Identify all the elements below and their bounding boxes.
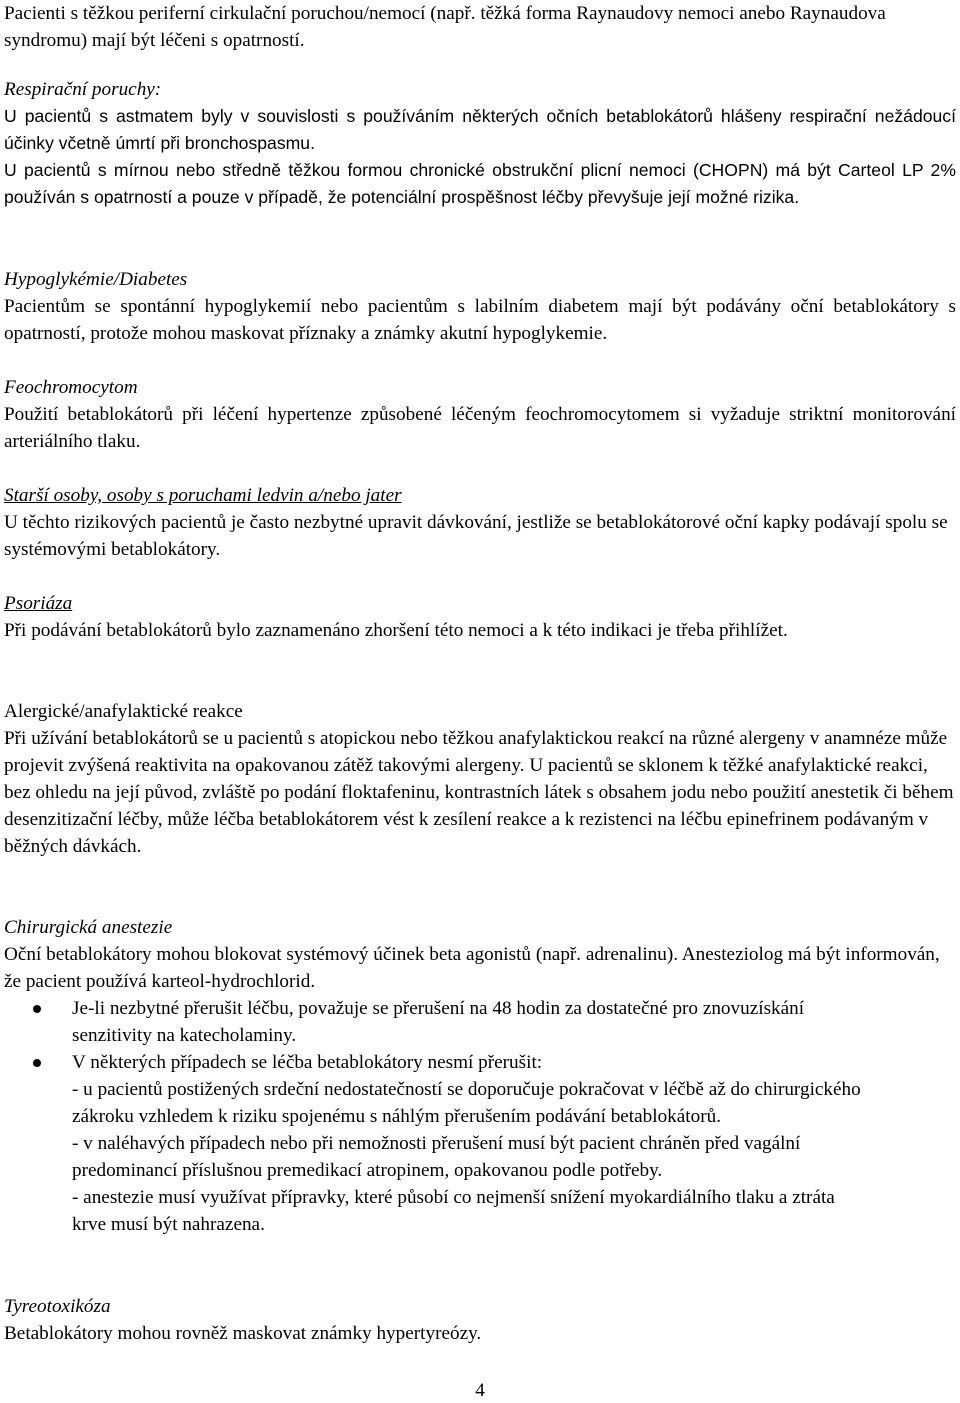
pheochromocytoma-heading: Feochromocytom: [4, 377, 138, 398]
allergic-heading: Alergické/anafylaktické reakce: [4, 701, 243, 722]
respiratory-section: [4, 76, 956, 211]
respiratory-heading: Respirační poruchy:: [4, 79, 162, 100]
elderly-section: [4, 482, 956, 563]
psoriasis-heading: Psoriáza: [4, 593, 73, 614]
anesthesia-section: [4, 914, 956, 1238]
hypoglycemia-heading: Hypoglykémie/Diabetes: [4, 269, 188, 290]
elderly-paragraph: U těchto rizikových pacientů je často nezbytné upravit dávkování, jestliže se betablokátorové oční kapky podávají spolu se systémovými betablokátory.: [4, 512, 948, 560]
pheochromocytoma-paragraph: Použití betablokátorů při léčení hypertenze způsobené léčeným feochromocytomem si vyžaduje striktní monitorování arteriálního tlaku.: [4, 404, 956, 452]
bullet-icon: [33, 1005, 41, 1013]
pheochromocytoma-section: [4, 374, 956, 455]
allergic-section: [4, 698, 956, 860]
thyrotoxicosis-heading: Tyreotoxikóza: [4, 1296, 111, 1317]
bullet-icon: [33, 1059, 41, 1067]
respiratory-paragraph-2: U pacientů s mírnou nebo středně těžkou formou chronické obstrukční plicní nemoci (CHOPN) má být Carteol LP 2% používán s opatrností a pouze v případě, že potenciální prospěšnost léčby převyšuje její možné rizika.: [4, 160, 956, 207]
bullet-text-2: V některých případech se léčba betablokátory nesmí přerušit:: [72, 1052, 543, 1073]
page-number: 4: [475, 1380, 485, 1401]
anesthesia-heading: Chirurgická anestezie: [4, 917, 173, 938]
intro-section: [4, 0, 956, 54]
intro-paragraph: Pacienti s těžkou periferní cirkulační poruchou/nemocí (např. těžká forma Raynaudovy nemoci anebo Raynaudova syndromu) mají být léčeni s opatrností.: [4, 3, 886, 51]
hypoglycemia-section: [4, 266, 956, 347]
bullet-subitem-1: - u pacientů postižených srdeční nedostatečností se doporučuje pokračovat v léčbě až do chirurgického zákroku vzhledem k riziku spojenému s náhlým přerušením podávání betablokátorů.: [72, 1079, 861, 1127]
bullet-text-1: Je-li nezbytné přerušit léčbu, považuje se přerušení na 48 hodin za dostatečné pro znovuzískání senzitivity na katecholaminy.: [72, 998, 805, 1046]
respiratory-paragraph-1: U pacientů s astmatem byly v souvislosti s používáním některých očních betablokátorů hlášeny respirační nežádoucí účinky včetně úmrtí při bronchospasmu.: [4, 106, 956, 153]
thyrotoxicosis-section: [4, 1293, 956, 1347]
thyrotoxicosis-paragraph: Betablokátory mohou rovněž maskovat známky hypertyreózy.: [4, 1323, 482, 1344]
anesthesia-paragraph: Oční betablokátory mohou blokovat systémový účinek beta agonistů (např. adrenalinu). Anesteziolog má být informován, že pacient používá karteol-hydrochlorid.: [4, 944, 940, 992]
anesthesia-bullet-list: [4, 995, 956, 1238]
psoriasis-section: [4, 590, 956, 644]
elderly-heading: Starší osoby, osoby s poruchami ledvin a/nebo jater: [4, 485, 402, 506]
hypoglycemia-paragraph: Pacientům se spontánní hypoglykemií nebo pacientům s labilním diabetem mají být podávány oční betablokátory s opatrností, protože mohou maskovat příznaky a známky akutní hypoglykemie.: [4, 296, 956, 344]
bullet-subitem-3: - anestezie musí využívat přípravky, které působí co nejmenší snížení myokardiálního tlaku a ztráta krve musí být nahrazena.: [72, 1187, 835, 1235]
allergic-paragraph: Při užívání betablokátorů se u pacientů s atopickou nebo těžkou anafylaktickou reakcí na různé alergeny v anamnéze může projevit zvýšená reaktivita na opakovanou zátěž takovými alergeny. U pacientů se sklonem k těžké anafylaktické reakci, bez ohledu na její původ, zvláště po podání floktafeninu, kontrastních látek s obsahem jodu nebo použití anestetik či během desenzitizační léčby, může léčba betablokátorem vést k zesílení reakce a k rezistenci na léčbu epinefrinem podávaným v běžných dávkách.: [4, 728, 954, 857]
list-item: [4, 995, 872, 1049]
bullet-subitem-2: - v naléhavých případech nebo při nemožnosti přerušení musí být pacient chráněn před vagální predominancí příslušnou premedikací atropinem, opakovanou podle potřeby.: [72, 1133, 801, 1181]
list-item: [4, 1049, 872, 1238]
psoriasis-paragraph: Při podávání betablokátorů bylo zaznamenáno zhoršení této nemoci a k této indikaci je třeba přihlížet.: [4, 620, 788, 641]
